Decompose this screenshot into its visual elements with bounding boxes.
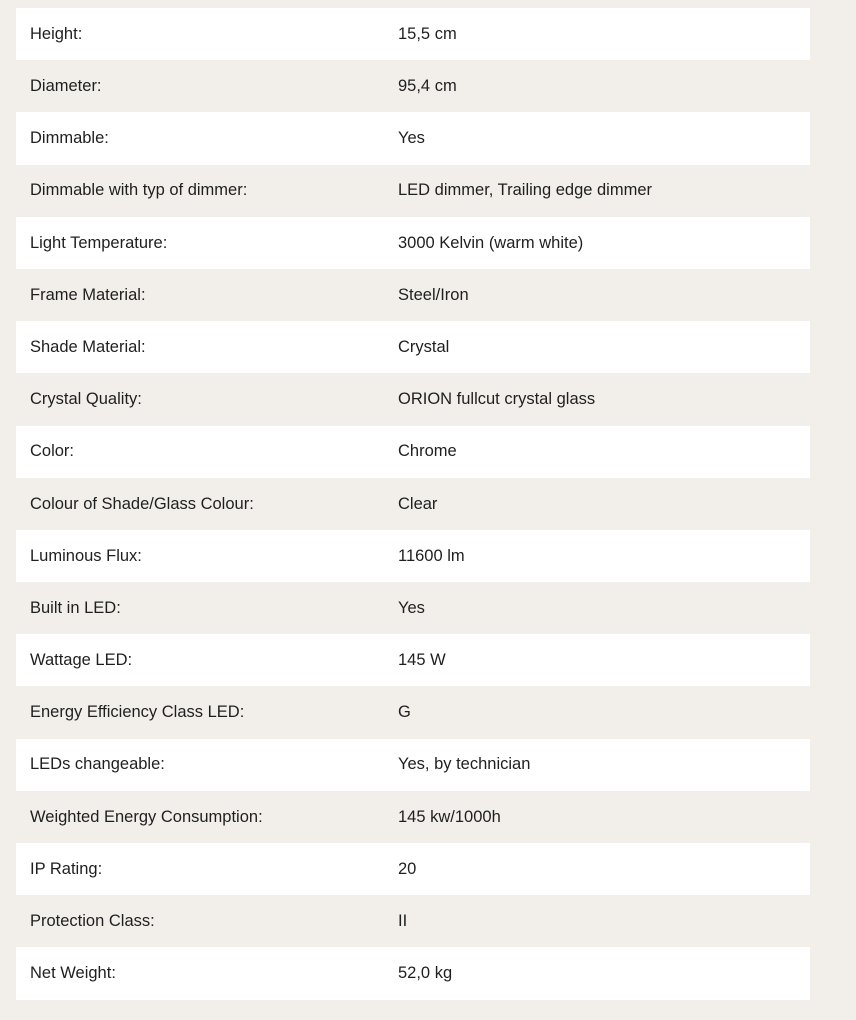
spec-row-light-temperature — [16, 217, 810, 269]
spec-row-frame-material — [16, 269, 810, 321]
spec-value: 15,5 cm — [398, 24, 457, 43]
spec-label: Energy Efficiency Class LED: — [30, 703, 245, 722]
spec-value: 20 — [398, 859, 417, 878]
spec-label: Diameter: — [30, 77, 102, 96]
spec-label: Height: — [30, 24, 83, 43]
spec-row-shade-material — [16, 321, 810, 373]
spec-value: Yes — [398, 598, 425, 617]
spec-row-energy-class — [16, 686, 810, 738]
spec-value: 52,0 kg — [398, 964, 453, 983]
spec-row-luminous-flux — [16, 530, 810, 582]
spec-label: Shade Material: — [30, 337, 146, 356]
spec-value: Chrome — [398, 442, 457, 461]
spec-label: Colour of Shade/Glass Colour: — [30, 494, 254, 513]
spec-row-ip-rating — [16, 843, 810, 895]
specifications-table — [16, 8, 810, 1000]
spec-value: Yes, by technician — [398, 755, 531, 774]
spec-label: Light Temperature: — [30, 233, 168, 252]
spec-value: 11600 lm — [398, 546, 465, 565]
spec-label: Frame Material: — [30, 285, 146, 304]
spec-label: IP Rating: — [30, 859, 103, 878]
spec-label: Net Weight: — [30, 964, 116, 983]
spec-label: Built in LED: — [30, 598, 121, 617]
spec-row-energy-consumption — [16, 791, 810, 843]
spec-row-dimmer-type — [16, 165, 810, 217]
spec-row-wattage-led — [16, 634, 810, 686]
spec-row-dimmable — [16, 112, 810, 164]
spec-label: Wattage LED: — [30, 651, 133, 670]
spec-value: LED dimmer, Trailing edge dimmer — [398, 181, 653, 200]
spec-row-leds-changeable — [16, 739, 810, 791]
spec-label: Dimmable: — [30, 129, 109, 148]
spec-row-protection-class — [16, 895, 810, 947]
spec-value: Clear — [398, 494, 438, 513]
spec-label: LEDs changeable: — [30, 755, 165, 774]
spec-label: Protection Class: — [30, 912, 155, 931]
spec-value: 145 W — [398, 651, 446, 670]
spec-row-built-in-led — [16, 582, 810, 634]
spec-row-shade-colour — [16, 478, 810, 530]
spec-value: II — [398, 912, 408, 931]
spec-row-crystal-quality — [16, 373, 810, 425]
spec-label: Crystal Quality: — [30, 390, 142, 409]
spec-value: G — [398, 703, 411, 722]
spec-value: 95,4 cm — [398, 77, 457, 96]
spec-value: ORION fullcut crystal glass — [398, 390, 596, 409]
spec-label: Luminous Flux: — [30, 546, 142, 565]
spec-value: Yes — [398, 129, 425, 148]
spec-label: Dimmable with typ of dimmer: — [30, 181, 248, 200]
spec-row-color — [16, 426, 810, 478]
spec-row-net-weight — [16, 947, 810, 999]
spec-value: Crystal — [398, 337, 450, 356]
spec-row-diameter — [16, 60, 810, 112]
spec-label: Weighted Energy Consumption: — [30, 807, 263, 826]
spec-value: 3000 Kelvin (warm white) — [398, 233, 584, 252]
spec-value: Steel/Iron — [398, 285, 469, 304]
spec-value: 145 kw/1000h — [398, 807, 501, 826]
spec-row-height — [16, 8, 810, 60]
spec-label: Color: — [30, 442, 75, 461]
